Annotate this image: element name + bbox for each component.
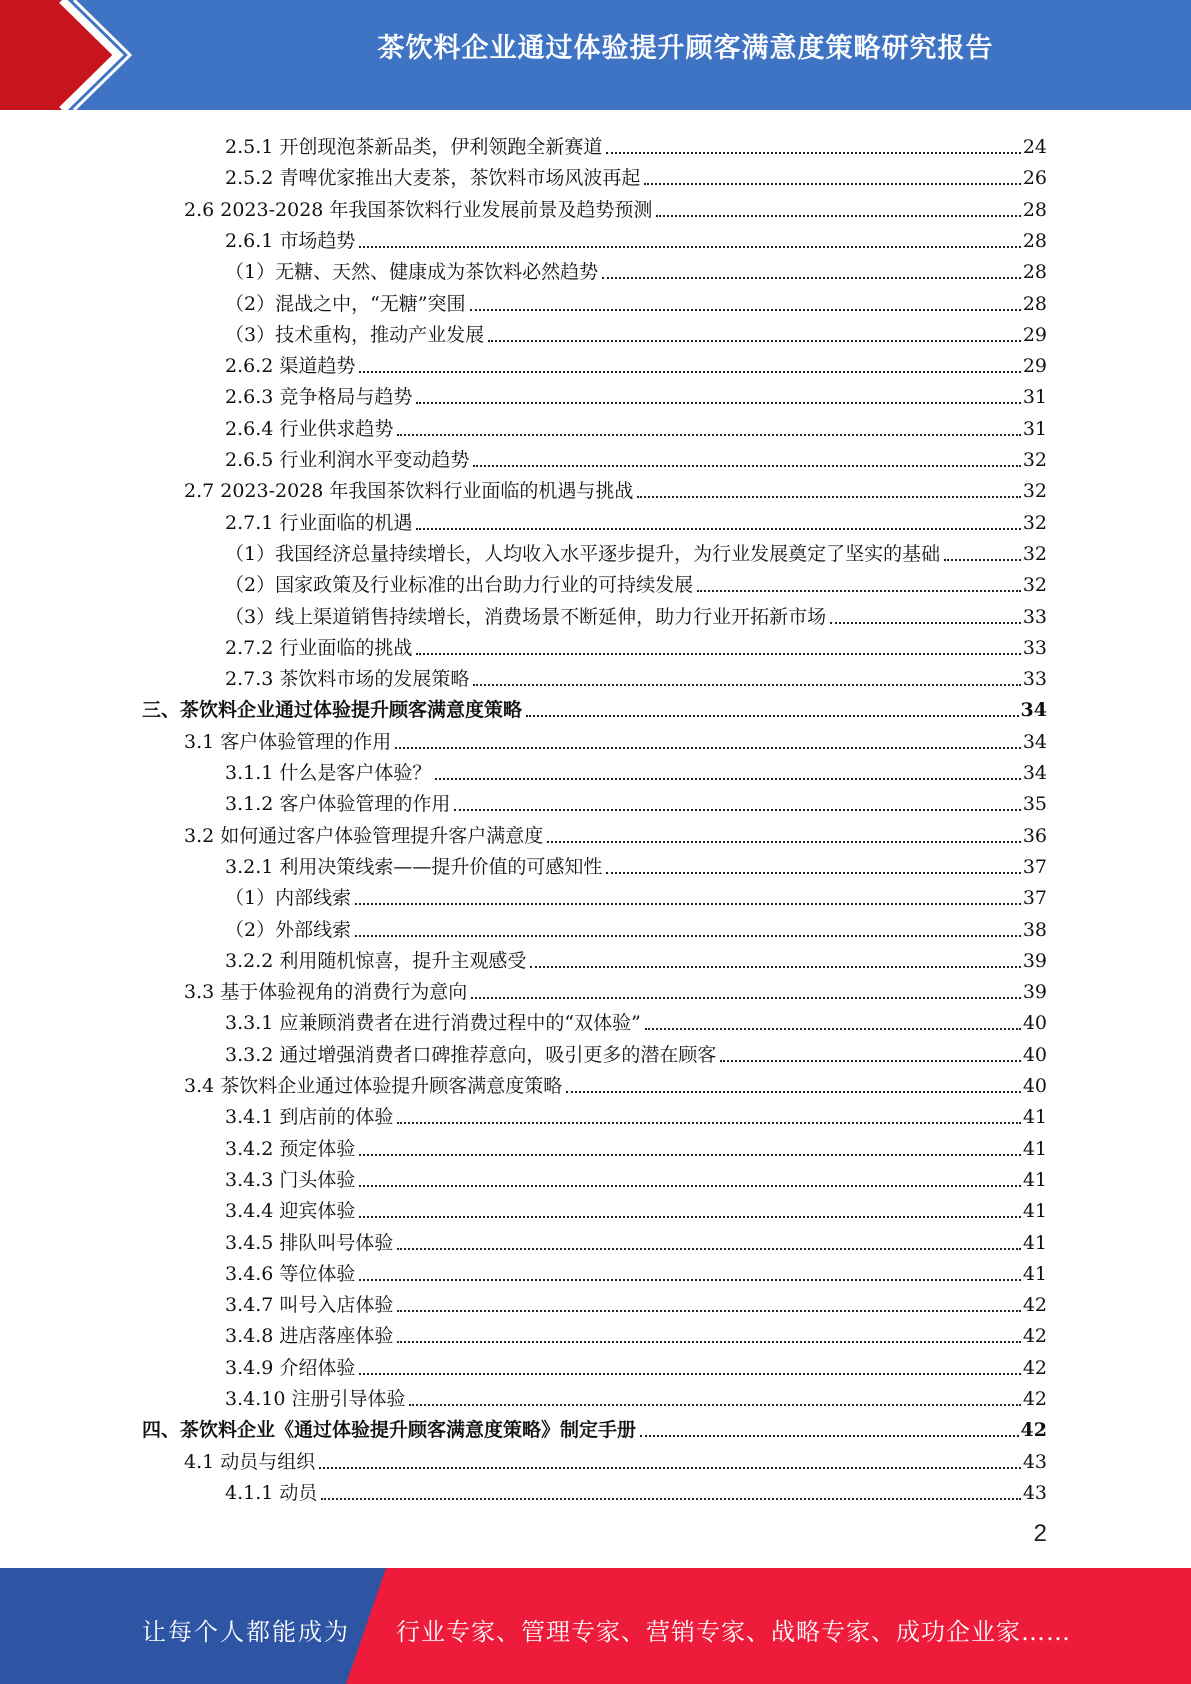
toc-entry[interactable] — [225, 566, 1047, 597]
toc-entry[interactable] — [225, 128, 1047, 159]
toc-entry-page: 28 — [1022, 261, 1047, 284]
toc-entry-label: 2.7.2 行业面临的挑战 — [225, 636, 413, 659]
toc-entry-page: 32 — [1022, 480, 1047, 503]
toc-entry-page: 41 — [1022, 1137, 1047, 1160]
toc-entry-label: 2.5.2 青啤优家推出大麦茶，茶饮料市场风波再起 — [225, 167, 641, 190]
toc-entry[interactable] — [142, 691, 1047, 722]
toc-leader-dots — [416, 528, 1020, 530]
toc-entry-label: 3.4.8 进店落座体验 — [225, 1325, 394, 1348]
toc-leader-dots — [473, 684, 1020, 686]
toc-entry[interactable] — [184, 973, 1047, 1004]
toc-leader-dots — [397, 1310, 1020, 1312]
toc-leader-dots — [359, 371, 1020, 373]
toc-entry-label: 2.6.2 渠道趋势 — [225, 355, 356, 378]
toc-entry-label: （2）外部线索 — [225, 918, 352, 941]
toc-entry[interactable] — [225, 598, 1047, 629]
toc-leader-dots — [409, 1404, 1020, 1406]
toc-entry[interactable] — [184, 1443, 1047, 1474]
toc-entry-label: 3.4.5 排队叫号体验 — [225, 1231, 394, 1254]
toc-leader-dots — [395, 747, 1021, 749]
toc-leader-dots — [397, 434, 1020, 436]
toc-leader-dots — [656, 215, 1020, 217]
toc-entry-page: 42 — [1020, 1419, 1047, 1442]
toc-leader-dots — [606, 872, 1020, 874]
toc-entry[interactable] — [184, 817, 1047, 848]
toc-leader-dots — [397, 1248, 1020, 1250]
toc-entry-label: 3.2 如何通过客户体验管理提升客户满意度 — [184, 824, 544, 847]
toc-entry-label: 3.4 茶饮料企业通过体验提升顾客满意度策略 — [184, 1075, 563, 1097]
toc-leader-dots — [602, 277, 1021, 279]
toc-entry-label: 4.1.1 动员 — [225, 1481, 318, 1504]
toc-entry-page: 41 — [1022, 1106, 1047, 1129]
toc-entry[interactable] — [225, 785, 1047, 816]
toc-leader-dots — [355, 903, 1021, 905]
toc-entry-page: 42 — [1022, 1294, 1047, 1317]
toc-entry[interactable] — [225, 660, 1047, 691]
toc-leader-dots — [606, 152, 1020, 154]
toc-entry-page: 28 — [1022, 229, 1047, 252]
toc-leader-dots — [547, 841, 1021, 843]
toc-entry-page: 32 — [1022, 574, 1047, 597]
toc-entry-page: 32 — [1022, 542, 1047, 565]
toc-leader-dots — [697, 590, 1021, 592]
toc-leader-dots — [359, 1279, 1020, 1281]
toc-leader-dots — [566, 1091, 1021, 1093]
toc-entry-page: 34 — [1022, 762, 1047, 784]
toc-entry[interactable] — [184, 191, 1047, 222]
toc-entry-page: 29 — [1022, 355, 1047, 378]
toc-leader-dots — [473, 465, 1020, 467]
toc-entry-page: 41 — [1022, 1168, 1047, 1191]
toc-entry-label: （1）我国经济总量持续增长，人均收入水平逐步提升，为行业发展奠定了坚实的基础 — [225, 542, 941, 565]
toc-entry-label: 2.7.1 行业面临的机遇 — [225, 511, 413, 534]
toc-entry-page: 43 — [1022, 1450, 1047, 1473]
toc-entry-page: 42 — [1022, 1356, 1047, 1379]
toc-entry[interactable] — [225, 879, 1047, 910]
toc-entry-page: 29 — [1022, 323, 1047, 346]
toc-entry[interactable] — [225, 1317, 1047, 1348]
toc-entry-page: 41 — [1022, 1231, 1047, 1254]
toc-entry[interactable] — [225, 410, 1047, 441]
report-title: 茶饮料企业通过体验提升顾客满意度策略研究报告 — [377, 33, 994, 64]
footer-slogan-right: 行业专家、管理专家、营销专家、战略专家、成功企业家…… — [396, 1618, 1071, 1646]
toc-entry-page: 39 — [1022, 949, 1047, 972]
toc-entry-page: 43 — [1022, 1481, 1047, 1504]
toc-entry-label: 2.7 2023-2028 年我国茶饮料行业面临的机遇与挑战 — [184, 480, 634, 503]
toc-entry-page: 34 — [1020, 699, 1047, 722]
toc-entry[interactable] — [225, 1286, 1047, 1317]
toc-leader-dots — [359, 1216, 1020, 1218]
toc-entry-label: 2.6.5 行业利润水平变动趋势 — [225, 449, 470, 471]
toc-leader-dots — [644, 183, 1020, 185]
toc-entry[interactable] — [225, 1004, 1047, 1035]
toc-entry[interactable] — [225, 1036, 1047, 1067]
toc-entry-label: （3）技术重构，推动产业发展 — [225, 323, 485, 346]
toc-entry[interactable] — [142, 1411, 1047, 1442]
toc-leader-dots — [830, 622, 1021, 624]
toc-entry-page: 26 — [1022, 167, 1047, 190]
toc-leader-dots — [640, 1435, 1019, 1437]
toc-entry-page: 34 — [1022, 730, 1047, 753]
toc-entry-page: 33 — [1022, 636, 1047, 659]
toc-leader-dots — [454, 809, 1020, 811]
toc-entry[interactable] — [225, 159, 1047, 190]
toc-entry-label: 3.4.1 到店前的体验 — [225, 1106, 394, 1129]
toc-entry-label: 3.1 客户体验管理的作用 — [184, 730, 392, 753]
toc-entry-label: （1）内部线索 — [225, 887, 352, 910]
toc-leader-dots — [355, 935, 1021, 937]
toc-entry[interactable] — [225, 1224, 1047, 1255]
toc-entry[interactable] — [225, 911, 1047, 942]
toc-entry-page: 28 — [1022, 292, 1047, 315]
toc-entry[interactable] — [225, 253, 1047, 284]
toc-entry-label: 3.4.3 门头体验 — [225, 1168, 356, 1191]
toc-entry[interactable] — [225, 316, 1047, 347]
toc-entry-page: 40 — [1022, 1075, 1047, 1097]
toc-entry-label: 3.3.2 通过增强消费者口碑推荐意向，吸引更多的潜在顾客 — [225, 1043, 717, 1066]
toc-entry[interactable] — [225, 1192, 1047, 1223]
toc-entry[interactable] — [225, 1349, 1047, 1380]
toc-entry-label: 3.2.1 利用决策线索——提升价值的可感知性 — [225, 855, 603, 878]
toc-entry-page: 33 — [1022, 605, 1047, 628]
toc-entry-label: 3.1.2 客户体验管理的作用 — [225, 793, 451, 816]
toc-leader-dots — [530, 966, 1020, 968]
toc-leader-dots — [321, 1498, 1020, 1500]
header-bar — [0, 0, 1191, 110]
toc-leader-dots — [645, 1028, 1021, 1030]
toc-leader-dots — [526, 715, 1019, 717]
toc-entry-label: 3.3.1 应兼顾消费者在进行消费过程中的“双体验” — [225, 1012, 641, 1035]
toc-leader-dots — [720, 1060, 1020, 1062]
toc-entry[interactable] — [225, 222, 1047, 253]
toc-entry[interactable] — [225, 285, 1047, 316]
toc-entry[interactable] — [225, 441, 1047, 472]
toc-entry-page: 41 — [1022, 1262, 1047, 1285]
footer-slogan-left: 让每个人都能成为 — [142, 1618, 350, 1646]
toc-entry-page: 42 — [1022, 1388, 1047, 1410]
toc-entry-page: 31 — [1022, 417, 1047, 440]
toc-entry-page: 33 — [1022, 668, 1047, 691]
toc-entry-page: 40 — [1022, 1043, 1047, 1066]
toc-entry-page: 24 — [1022, 136, 1047, 158]
toc-entry[interactable] — [225, 1255, 1047, 1286]
toc-entry-page: 39 — [1022, 981, 1047, 1004]
toc-entry-page: 36 — [1022, 824, 1047, 847]
toc-entry[interactable] — [225, 942, 1047, 973]
toc-leader-dots — [319, 1467, 1021, 1469]
toc-entry[interactable] — [184, 1067, 1047, 1098]
toc-entry[interactable] — [225, 1161, 1047, 1192]
toc-entry-label: （2）混战之中，“无糖”突围 — [225, 292, 466, 315]
header-arrow-decoration — [0, 0, 160, 110]
toc-leader-dots — [359, 1185, 1020, 1187]
toc-entry-page: 32 — [1022, 449, 1047, 471]
toc-entry[interactable] — [225, 1380, 1047, 1411]
toc-entry-label: 2.5.1 开创现泡茶新品类，伊利领跑全新赛道 — [225, 136, 603, 158]
toc-entry-page: 31 — [1022, 386, 1047, 409]
toc-entry-label: 4.1 动员与组织 — [184, 1450, 316, 1473]
toc-entry-label: 3.2.2 利用随机惊喜，提升主观感受 — [225, 949, 527, 972]
toc-entry[interactable] — [225, 848, 1047, 879]
toc-entry-label: 3.1.1 什么是客户体验？ — [225, 762, 432, 784]
toc-leader-dots — [488, 340, 1021, 342]
toc-entry[interactable] — [225, 1474, 1047, 1505]
toc-entry-label: 3.4.4 迎宾体验 — [225, 1200, 356, 1223]
toc-entry-label: 3.4.7 叫号入店体验 — [225, 1294, 394, 1317]
toc-entry-label: （1）无糖、天然、健康成为茶饮料必然趋势 — [225, 261, 599, 284]
toc-entry-page: 32 — [1022, 511, 1047, 534]
toc-entry-label: 2.6.1 市场趋势 — [225, 229, 356, 252]
toc-entry[interactable] — [225, 504, 1047, 535]
toc-entry[interactable] — [225, 378, 1047, 409]
toc-entry-label: 2.7.3 茶饮料市场的发展策略 — [225, 668, 470, 691]
toc-entry-page: 35 — [1022, 793, 1047, 816]
page-number: 2 — [1033, 1520, 1047, 1547]
toc-entry[interactable] — [225, 535, 1047, 566]
toc-entry[interactable] — [225, 629, 1047, 660]
toc-entry-label: 2.6.3 竞争格局与趋势 — [225, 386, 413, 409]
toc-leader-dots — [397, 1341, 1020, 1343]
toc-entry[interactable] — [225, 1130, 1047, 1161]
toc-entry-label: 3.4.6 等位体验 — [225, 1262, 356, 1285]
toc-entry-label: 2.6.4 行业供求趋势 — [225, 417, 394, 440]
footer-bar — [0, 1568, 1191, 1684]
toc-entry-label: 三、茶饮料企业通过体验提升顾客满意度策略 — [142, 699, 523, 722]
toc-leader-dots — [637, 496, 1020, 498]
toc-entry-label: （3）线上渠道销售持续增长，消费场景不断延伸，助力行业开拓新市场 — [225, 605, 827, 628]
toc-entry-label: 3.3 基于体验视角的消费行为意向 — [184, 981, 468, 1004]
toc-leader-dots — [470, 309, 1021, 311]
toc-entry-page: 28 — [1022, 198, 1047, 221]
toc-entry[interactable] — [184, 723, 1047, 754]
toc-entry[interactable] — [184, 472, 1047, 503]
toc-entry-page: 41 — [1022, 1200, 1047, 1223]
toc-entry-label: （2）国家政策及行业标准的出台助力行业的可持续发展 — [225, 574, 694, 597]
toc-entry[interactable] — [225, 347, 1047, 378]
toc-entry-page: 42 — [1022, 1325, 1047, 1348]
toc-entry-label: 3.4.2 预定体验 — [225, 1137, 356, 1160]
toc-entry-label: 3.4.10 注册引导体验 — [225, 1388, 406, 1410]
toc-leader-dots — [359, 1154, 1020, 1156]
toc-leader-dots — [435, 778, 1020, 780]
toc-leader-dots — [416, 402, 1020, 404]
toc-leader-dots — [359, 1373, 1020, 1375]
toc-leader-dots — [359, 246, 1020, 248]
toc-entry[interactable] — [225, 1098, 1047, 1129]
toc-entry-page: 38 — [1022, 918, 1047, 941]
toc-leader-dots — [416, 653, 1020, 655]
toc-leader-dots — [397, 1122, 1020, 1124]
toc-entry-page: 40 — [1022, 1012, 1047, 1035]
toc-entry-label: 四、茶饮料企业《通过体验提升顾客满意度策略》制定手册 — [142, 1419, 637, 1442]
toc-entry-label: 3.4.9 介绍体验 — [225, 1356, 356, 1379]
toc-entry-page: 37 — [1022, 887, 1047, 910]
toc-entry[interactable] — [225, 754, 1047, 785]
toc-entry-page: 37 — [1022, 855, 1047, 878]
toc-leader-dots — [944, 559, 1021, 561]
toc-leader-dots — [471, 997, 1021, 999]
toc-entry-label: 2.6 2023-2028 年我国茶饮料行业发展前景及趋势预测 — [184, 198, 653, 221]
